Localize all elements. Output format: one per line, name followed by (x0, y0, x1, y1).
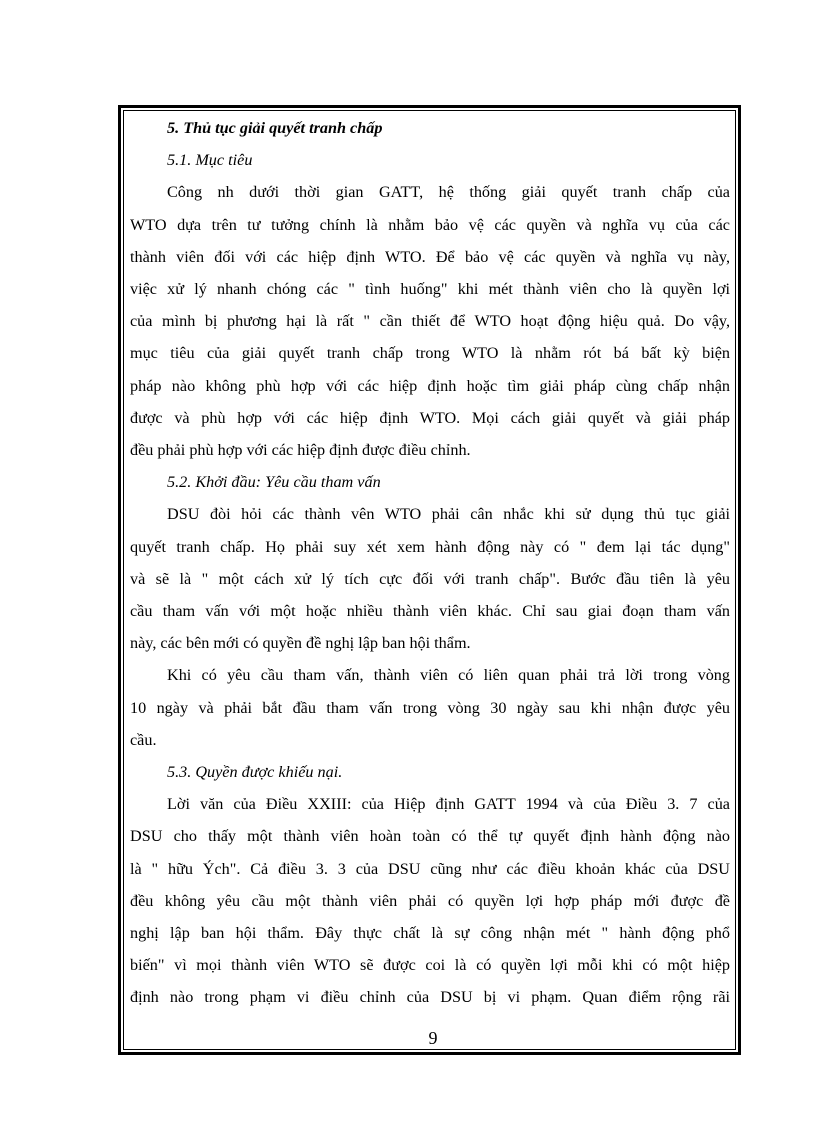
text-line: đều không yêu cầu một thành viên phải có quyền lợi hợp pháp mới được đề (130, 891, 730, 910)
subsection-title-5-1: 5.1. Mục tiêu (167, 151, 253, 170)
text-line: Khi có yêu cầu tham vấn, thành viên có liên quan phải trả lời trong vòng (167, 666, 730, 685)
text-line: mục tiêu của giải quyết tranh chấp trong WTO là nhằm rót bá bất kỳ biện (130, 344, 730, 363)
text-line: của mình bị phương hại là rất " cần thiết để WTO hoạt động hiệu quả. Do vậy, (130, 312, 730, 331)
text-line: cầu. (130, 730, 157, 749)
text-line: biến" vì mọi thành viên WTO sẽ được coi là có quyền lợi mỗi khi có một hiệp (130, 956, 730, 975)
text-line: này, các bên mới có quyền đề nghị lập ban hội thẩm. (130, 634, 471, 653)
text-line: và sẽ là " một cách xử lý tích cực đối với tranh chấp". Bước đầu tiên là yêu (130, 569, 730, 588)
section-heading: 5. Thủ tục giải quyết tranh chấp (167, 119, 383, 137)
text-line: định nào trong phạm vi điều chỉnh của DSU bị vi phạm. Quan điểm rộng rãi (130, 988, 730, 1007)
text-line: Công nh dưới thời gian GATT, hệ thống giải quyết tranh chấp của (167, 183, 730, 202)
text-line: đều phải phù hợp với các hiệp định được điều chỉnh. (130, 441, 471, 460)
text-line: cầu tham vấn với một hoặc nhiều thành viên khác. Chỉ sau giai đoạn tham vấn (130, 602, 730, 621)
document-body (130, 112, 730, 1014)
text-line: nghị lập ban hội thẩm. Đây thực chất là sự công nhận mét " hành động phổ (130, 924, 730, 943)
text-line: DSU đòi hỏi các thành vên WTO phải cân nhắc khi sử dụng thủ tục giải (167, 505, 730, 524)
paragraph (130, 788, 730, 1013)
page-number: 9 (428, 1028, 438, 1048)
paragraph (130, 498, 730, 659)
text-line: WTO dựa trên tư tưởng chính là nhằm bảo vệ các quyền và nghĩa vụ của các (130, 215, 730, 234)
text-line: pháp nào không phù hợp với các hiệp định hoặc tìm giải pháp cùng chấp nhận (130, 376, 730, 395)
text-line: quyết tranh chấp. Họ phải suy xét xem hành động này có " đem lại tác dụng" (130, 537, 730, 556)
text-line: DSU cho thấy một thành viên hoàn toàn có thể tự quyết định hành động nào (130, 827, 730, 846)
text-line: Lời văn của Điều XXIII: của Hiệp định GATT 1994 và của Điều 3. 7 của (167, 795, 730, 814)
text-line: là " hữu Ých". Cả điều 3. 3 của DSU cũng như các điều khoản khác của DSU (130, 859, 730, 878)
text-line: việc xử lý nhanh chóng các " tình huống" khi mét thành viên cho là quyền lợi (130, 280, 730, 299)
paragraph (130, 659, 730, 756)
text-line: 10 ngày và phải bắt đầu tham vấn trong vòng 30 ngày sau khi nhận được yêu (130, 698, 730, 717)
subsection-title-5-2: 5.2. Khởi đầu: Yêu cầu tham vấn (167, 473, 381, 492)
text-line: được và phù hợp với các hiệp định WTO. Mọi cách giải quyết và giải pháp (130, 408, 730, 427)
paragraph (130, 176, 730, 466)
text-line: thành viên đối với các hiệp định WTO. Để bảo vệ các quyền và nghĩa vụ này, (130, 247, 730, 266)
subsection-title-5-3: 5.3. Quyền được khiếu nại. (167, 763, 343, 782)
